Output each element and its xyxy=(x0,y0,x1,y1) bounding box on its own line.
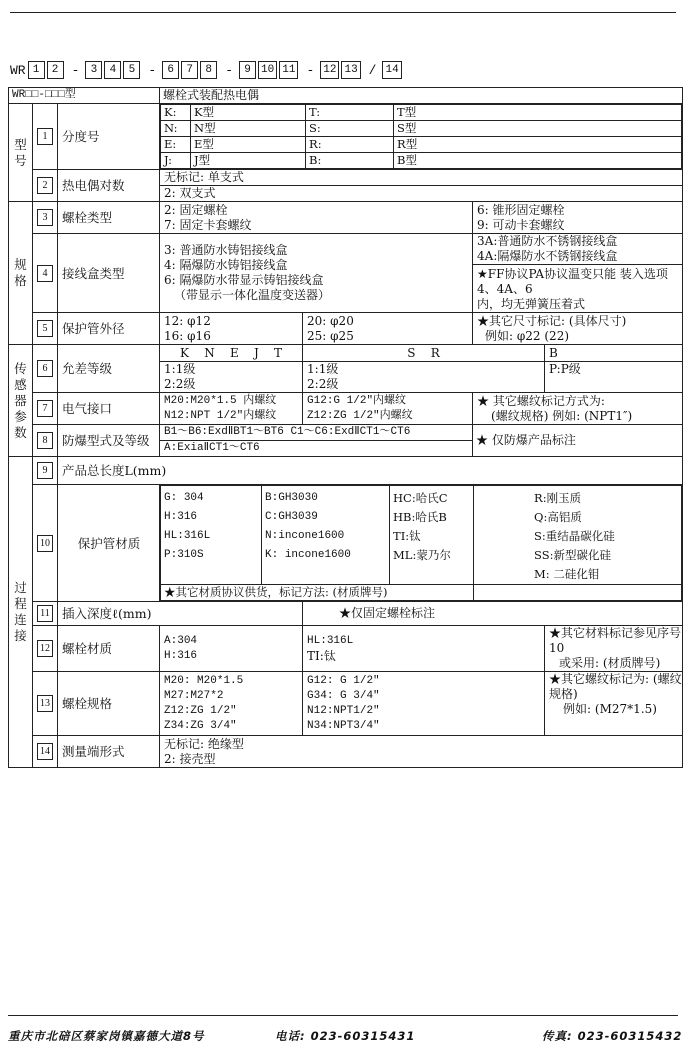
option-line: 20: φ20 xyxy=(307,313,354,328)
option-value: E型 xyxy=(191,137,306,153)
row-name: 螺栓材质 xyxy=(58,626,160,672)
category-model: 型 号 xyxy=(9,104,33,202)
option-line: HL:316L xyxy=(307,634,354,647)
material-item: H:316 xyxy=(164,511,198,523)
option-key: K: xyxy=(161,105,191,121)
option-line: 无标记: 绝缘型 xyxy=(164,736,244,751)
material-item: HC:哈氏C xyxy=(393,491,448,505)
options-cell xyxy=(303,313,473,345)
code-dash: - xyxy=(225,62,234,78)
table-row xyxy=(9,234,683,313)
note-line: ★其它尺寸标记: (具体尺寸) xyxy=(477,313,627,328)
material-item: TI:钛 xyxy=(393,529,421,543)
option-value: B型 xyxy=(394,153,682,169)
options-cell xyxy=(160,104,683,170)
option-line: 25: φ25 xyxy=(307,328,354,343)
option-line: N34:NPT3/4″ xyxy=(307,719,380,732)
option-line: Z34:ZG 3/4″ xyxy=(164,719,237,732)
options-cell xyxy=(160,393,303,425)
material-item: HB:哈氏B xyxy=(393,510,447,524)
material-item: B:GH3030 xyxy=(265,492,318,504)
material-item: N:incone1600 xyxy=(265,530,345,542)
row-name: 允差等级 xyxy=(58,345,160,393)
material-col xyxy=(161,486,262,585)
option-line: 4: 隔爆防水铸铝接线盒 xyxy=(164,258,288,272)
row-name: 保护管材质 xyxy=(58,485,160,602)
option-line: 4A:隔爆防水不锈钢接线盒 xyxy=(477,249,618,263)
row-name: 产品总长度L(mm) xyxy=(58,457,683,485)
code-box: 2 xyxy=(47,61,64,79)
option-line: 2: 接壳型 xyxy=(164,751,216,766)
option-line: 2: 双支式 xyxy=(160,185,682,201)
options-cell xyxy=(473,202,683,234)
option-line: 16: φ16 xyxy=(164,328,211,343)
table-row xyxy=(9,457,683,485)
row-number: 7 xyxy=(33,393,58,425)
material-item: M: 二硅化钼 xyxy=(534,567,600,581)
options-cell xyxy=(160,626,303,672)
option-key: R: xyxy=(306,137,394,153)
option-line: 2: 固定螺栓 xyxy=(164,202,228,217)
code-box: 13 xyxy=(341,61,360,79)
code-box: 10 xyxy=(258,61,277,79)
footer-rule xyxy=(8,1015,678,1016)
row-number: 1 xyxy=(33,104,58,170)
option-line: Z12:ZG 1/2″内螺纹 xyxy=(307,409,413,422)
code-box: 4 xyxy=(104,61,121,79)
note-line: 内，均无弹簧压着式 xyxy=(477,297,586,311)
table-row xyxy=(9,313,683,345)
material-col xyxy=(262,486,390,585)
option-line: 6: 隔爆防水带显示铸铝接线盒 xyxy=(164,273,324,287)
footer-address: 重庆市北碚区蔡家岗镇嘉德大道8号 xyxy=(8,1029,205,1043)
column-header: K N E J T xyxy=(179,345,283,360)
row-name: 测量端形式 xyxy=(58,736,160,768)
row-number: 6 xyxy=(33,345,58,393)
options-cell xyxy=(160,234,473,313)
code-prefix: WR xyxy=(10,62,26,78)
options-cell xyxy=(160,672,303,736)
note-cell: ★仅固定螺栓标注 xyxy=(303,602,683,626)
row-number: 2 xyxy=(33,170,58,202)
row-name: 保护管外径 xyxy=(58,313,160,345)
option-key: E: xyxy=(161,137,191,153)
material-item: P:310S xyxy=(164,549,204,561)
table-row xyxy=(9,104,683,170)
code-box: 6 xyxy=(162,61,179,79)
option-value: N型 xyxy=(191,121,306,137)
note-line: ★其它材质协议供货，标记方法: (材质牌号) xyxy=(161,585,474,601)
material-item: ML:蒙乃尔 xyxy=(393,548,451,562)
row-number: 12 xyxy=(33,626,58,672)
option-key: N: xyxy=(161,121,191,137)
model-code-line xyxy=(10,60,404,80)
code-dash: - xyxy=(306,62,315,78)
row-number: 10 xyxy=(33,485,58,602)
option-line: M20:M20*1.5 内螺纹 xyxy=(164,394,277,407)
option-line: G12: G 1/2″ xyxy=(307,674,380,687)
note-cell xyxy=(545,672,683,736)
option-line: 无标记: 单支式 xyxy=(164,170,244,184)
spec-table xyxy=(8,87,683,768)
options-cell xyxy=(545,345,683,393)
category-spec: 规 格 xyxy=(9,202,33,345)
note-cell: ★ 仅防爆产品标注 xyxy=(473,425,683,457)
row-number: 8 xyxy=(33,425,58,457)
option-value: J型 xyxy=(191,153,306,169)
note-line: ★其它螺纹标记为: (螺纹规格) xyxy=(549,672,682,701)
option-line: N12:NPT1/2″ xyxy=(307,704,380,717)
options-cell xyxy=(160,345,303,393)
note-line: 或采用: (材质牌号) xyxy=(559,656,661,670)
option-line: 3: 普通防水铸铝接线盒 xyxy=(164,243,288,257)
material-col xyxy=(390,486,474,585)
row-number: 4 xyxy=(33,234,58,313)
code-dash: - xyxy=(148,62,157,78)
code-box: 3 xyxy=(85,61,102,79)
note-line: ★ 其它螺纹标记方式为: xyxy=(477,393,605,408)
code-box: 12 xyxy=(320,61,339,79)
table-row xyxy=(9,626,683,672)
note-line: 例如: φ22 (22) xyxy=(485,328,570,343)
option-line: Z12:ZG 1/2″ xyxy=(164,704,237,717)
material-item: G: 304 xyxy=(164,492,204,504)
options-cell xyxy=(303,626,545,672)
table-row xyxy=(9,345,683,393)
option-line: A:304 xyxy=(164,634,198,647)
code-slash: / xyxy=(368,62,377,78)
option-line: 1:1级 xyxy=(160,361,302,377)
note-line: (螺纹规格) 例如: (NPT1″) xyxy=(491,408,633,423)
material-item: C:GH3039 xyxy=(265,511,318,523)
option-line: （带显示一体化温度变送器） xyxy=(174,288,331,302)
options-cell xyxy=(303,345,545,393)
row-name: 分度号 xyxy=(58,104,160,170)
row-name: 电气接口 xyxy=(58,393,160,425)
note-line: 例如: (M27*1.5) xyxy=(563,702,657,716)
row-name: 接线盒类型 xyxy=(58,234,160,313)
column-header: B xyxy=(549,345,558,360)
model-label: WR□□-□□□型 xyxy=(9,88,160,104)
options-cell xyxy=(303,672,545,736)
row-name: 螺栓类型 xyxy=(58,202,160,234)
option-line: N12:NPT 1/2″内螺纹 xyxy=(164,409,277,422)
table-row xyxy=(9,425,683,457)
option-line: 2:2级 xyxy=(164,376,196,391)
row-number: 3 xyxy=(33,202,58,234)
row-number: 14 xyxy=(33,736,58,768)
table-row xyxy=(9,485,683,602)
option-line: 9: 可动卡套螺纹 xyxy=(477,217,565,232)
row-name: 螺栓规格 xyxy=(58,672,160,736)
option-line: 12: φ12 xyxy=(164,313,211,328)
note-line: ★FF协议PA协议温变只能 装入选项4、4A、6 xyxy=(473,264,682,297)
category-sensor: 传 感 器 参 数 xyxy=(9,345,33,457)
option-value: R型 xyxy=(394,137,682,153)
options-cell xyxy=(160,313,303,345)
category-process: 过 程 连 接 xyxy=(9,457,33,768)
table-row xyxy=(9,202,683,234)
option-key: J: xyxy=(161,153,191,169)
row-name: 热电偶对数 xyxy=(58,170,160,202)
option-line: 3A:普通防水不锈钢接线盒 xyxy=(477,234,618,248)
options-cell xyxy=(160,425,473,457)
option-key: B: xyxy=(306,153,394,169)
row-name: 插入深度ℓ(mm) xyxy=(58,602,303,626)
options-cell xyxy=(160,202,473,234)
code-box: 8 xyxy=(200,61,217,79)
option-line: 1:1级 xyxy=(303,361,544,377)
note-line: ★其它材料标记参见序号10 xyxy=(549,626,682,655)
option-line: H:316 xyxy=(164,649,198,662)
note-cell xyxy=(545,626,683,672)
material-item: R:刚玉质 xyxy=(534,491,582,505)
header-row xyxy=(9,88,683,104)
code-box: 1 xyxy=(28,61,45,79)
row-name: 防爆型式及等级 xyxy=(58,425,160,457)
options-cell xyxy=(160,170,683,202)
code-box: 7 xyxy=(181,61,198,79)
option-key: S: xyxy=(306,121,394,137)
option-line: TI:钛 xyxy=(307,648,336,663)
row-number: 5 xyxy=(33,313,58,345)
row-number: 11 xyxy=(33,602,58,626)
option-line: M20: M20*1.5 xyxy=(164,674,244,687)
option-line: P:P级 xyxy=(545,361,682,377)
code-box: 9 xyxy=(239,61,256,79)
option-line: A:ExiaⅡCT1～CT6 xyxy=(160,440,472,456)
option-line: 6: 锥形固定螺栓 xyxy=(477,202,565,217)
material-item: S:重结晶碳化硅 xyxy=(534,529,615,543)
table-row xyxy=(9,170,683,202)
table-row xyxy=(9,602,683,626)
option-value: K型 xyxy=(191,105,306,121)
material-col xyxy=(474,486,682,585)
table-row xyxy=(9,736,683,768)
option-line: M27:M27*2 xyxy=(164,689,224,702)
code-box: 14 xyxy=(382,61,401,79)
options-cell xyxy=(303,393,473,425)
table-row xyxy=(9,672,683,736)
option-line: G34: G 3/4″ xyxy=(307,689,380,702)
top-rule xyxy=(10,12,676,13)
row-number: 13 xyxy=(33,672,58,736)
option-key: T: xyxy=(306,105,394,121)
material-item: SS:新型碳化硅 xyxy=(534,548,611,562)
options-cell xyxy=(160,485,683,602)
footer-phone: 电话: 023-60315431 xyxy=(275,1029,416,1043)
option-line: B1～B6:ExdⅡBT1～BT6 C1～C6:ExdⅡCT1～CT6 xyxy=(164,426,411,438)
note-cell xyxy=(473,313,683,345)
row-number: 9 xyxy=(33,457,58,485)
option-line: 7: 固定卡套螺纹 xyxy=(164,217,252,232)
option-line: G12:G 1/2″内螺纹 xyxy=(307,394,407,407)
options-cell xyxy=(160,736,683,768)
code-box: 5 xyxy=(123,61,140,79)
material-item: Q:高铝质 xyxy=(534,510,582,524)
table-row xyxy=(9,393,683,425)
material-item: K: incone1600 xyxy=(265,549,351,561)
material-item: HL:316L xyxy=(164,530,211,542)
option-value: S型 xyxy=(394,121,682,137)
option-value: T型 xyxy=(394,105,682,121)
footer-fax: 传真: 023-60315432 xyxy=(542,1029,683,1043)
note-cell xyxy=(473,393,683,425)
table-title: 螺栓式装配热电偶 xyxy=(160,88,683,104)
options-cell xyxy=(473,234,683,313)
code-dash: - xyxy=(71,62,80,78)
code-box: 11 xyxy=(279,61,298,79)
option-line: 2:2级 xyxy=(307,376,339,391)
column-header: S R xyxy=(407,345,440,360)
